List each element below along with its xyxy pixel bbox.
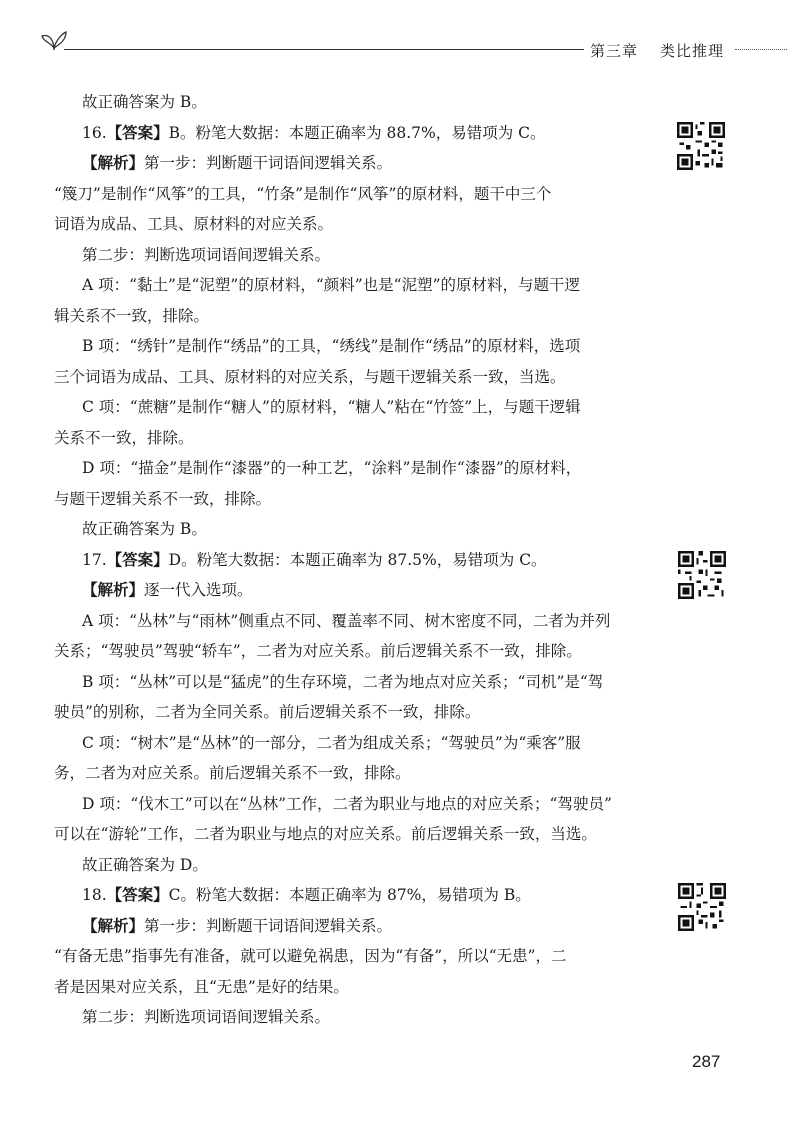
question-number: 16. [82, 123, 107, 142]
paragraph-line: D 项：“描金”是制作“漆器”的一种工艺，“涂料”是制作“漆器”的原材料， [82, 459, 582, 477]
paragraph-line: C 项：“蔗糖”是制作“糖人”的原材料，“糖人”粘在“竹签”上，与题干逻辑 [82, 398, 581, 416]
paragraph-continuation-line: “有备无患”指事先有准备，就可以避免祸患，因为“有备”，所以“无患”，二 [54, 947, 567, 965]
paragraph-line: C 项：“树木”是“丛林”的一部分，二者为组成关系；“驾驶员”为“乘客”服 [82, 733, 581, 752]
paragraph-line: A 项：“黏土”是“泥塑”的原材料，“颜料”也是“泥塑”的原材料，与题干逻 [82, 276, 581, 294]
paragraph-continuation-line: 三个词语为成品、工具、原材料的对应关系，与题干逻辑关系一致，当选。 [54, 367, 566, 386]
paragraph-continuation-line: “篾刀”是制作“风筝”的工具，“竹条”是制作“风筝”的原材料，题干中三个 [54, 184, 552, 203]
paragraph-continuation-line: 关系不一致，排除。 [54, 428, 194, 447]
answer-text: D。粉笔大数据：本题正确率为 87.5%，易错项为 C。 [168, 550, 547, 569]
chapter-title: 第三章 [590, 42, 639, 60]
analysis-line [82, 916, 392, 936]
paragraph-continuation-line: 词语为成品、工具、原材料的对应关系。 [54, 215, 334, 233]
answer-text: B。粉笔大数据：本题正确率为 88.7%，易错项为 C。 [168, 123, 546, 142]
analysis-text: 第一步：判断题干词语间逻辑关系。 [144, 916, 393, 935]
paragraph-line: 故正确答案为 B。 [82, 520, 207, 538]
analysis-text: 第一步：判断题干词语间逻辑关系。 [144, 154, 393, 172]
paragraph-continuation-line: 者是因果对应关系，且“无患”是好的结果。 [54, 977, 349, 996]
answer-line [82, 123, 546, 143]
paragraph-continuation-line: 辑关系不一致，排除。 [54, 306, 210, 325]
section-title: 类比推理 [660, 42, 725, 60]
paragraph-continuation-line: 驶员”的别称，二者为全同关系。前后逻辑关系不一致，排除。 [54, 703, 481, 721]
answer-label: 【答案】 [106, 549, 169, 569]
leaf-ornament-icon [40, 28, 68, 50]
page-header [0, 0, 800, 70]
paragraph-continuation-line: 关系；“驾驶员”驾驶“轿车”，二者为对应关系。前后逻辑关系不一致，排除。 [54, 642, 582, 660]
qr-code-icon[interactable] [678, 883, 726, 931]
paragraph-line: A 项：“丛林”与“雨林”侧重点不同、覆盖率不同、树木密度不同，二者为并列 [82, 611, 611, 630]
qr-code-icon[interactable] [678, 551, 726, 599]
answer-line [82, 885, 531, 905]
paragraph-line: B 项：“丛林”可以是“猛虎”的生存环境，二者为地点对应关系；“司机”是“驾 [82, 672, 604, 691]
paragraph-line: 第二步：判断选项词语间逻辑关系。 [82, 1008, 331, 1026]
header-rule [64, 49, 584, 50]
paragraph-line: 第二步：判断选项词语间逻辑关系。 [82, 245, 331, 264]
analysis-line [82, 580, 253, 600]
header-dotted-rule [735, 49, 787, 50]
paragraph-line: D 项：“伐木工”可以在“丛林”工作，二者为职业与地点的对应关系；“驾驶员” [82, 794, 612, 813]
page-number: 287 [692, 1052, 721, 1071]
question-number: 18. [82, 886, 107, 904]
paragraph-continuation-line: 务，二者为对应关系。前后逻辑关系不一致，排除。 [54, 764, 411, 782]
analysis-label: 【解析】 [82, 915, 145, 935]
qr-code-icon[interactable] [677, 122, 725, 170]
answer-line [82, 550, 547, 570]
answer-text: C。粉笔大数据：本题正确率为 87%，易错项为 B。 [168, 886, 531, 904]
analysis-label: 【解析】 [82, 580, 145, 599]
paragraph-continuation-line: 与题干逻辑关系不一致，排除。 [54, 489, 272, 508]
analysis-text: 逐一代入选项。 [144, 581, 253, 599]
question-number: 17. [82, 550, 107, 569]
paragraph-line: 故正确答案为 D。 [82, 855, 208, 874]
paragraph-continuation-line: 可以在“游轮”工作，二者为职业与地点的对应关系。前后逻辑关系一致，当选。 [54, 825, 597, 843]
analysis-line [82, 153, 392, 173]
answer-label: 【答案】 [106, 122, 169, 142]
analysis-label: 【解析】 [82, 153, 145, 172]
paragraph-line: B 项：“绣针”是制作“绣品”的工具，“绣线”是制作“绣品”的原材料，选项 [82, 337, 581, 355]
paragraph-line: 故正确答案为 B。 [82, 93, 207, 111]
answer-label: 【答案】 [106, 885, 169, 904]
